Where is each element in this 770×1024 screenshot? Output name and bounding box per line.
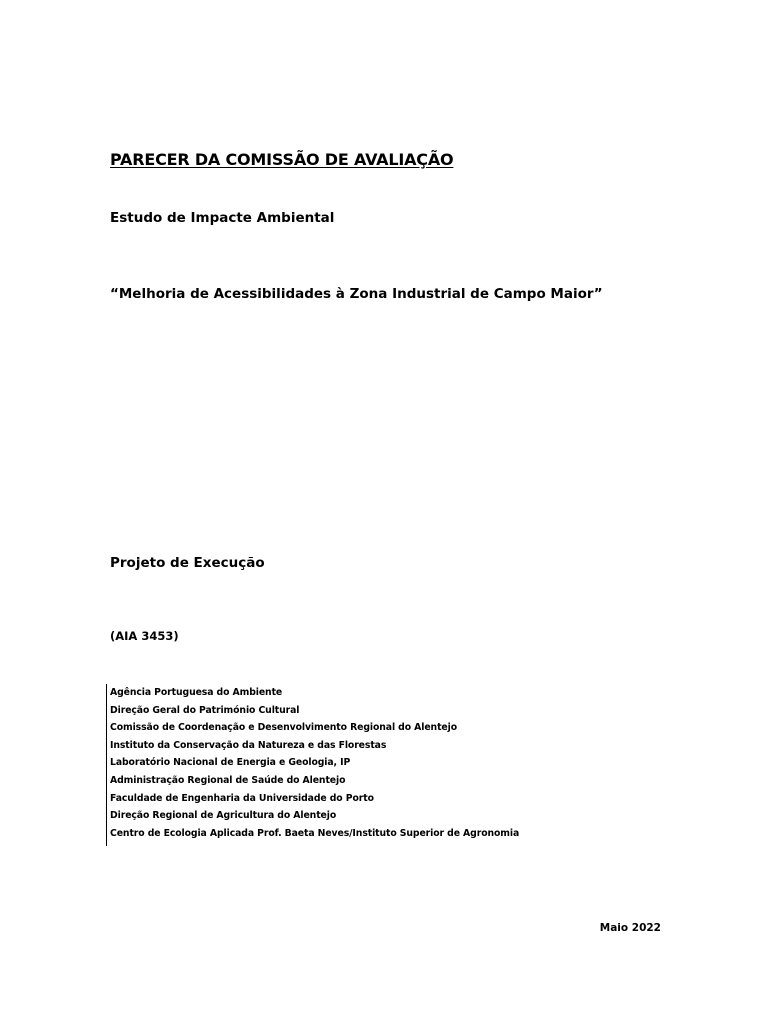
entity-item: Agência Portuguesa do Ambiente bbox=[110, 687, 283, 698]
entity-item: Faculdade de Engenharia da Universidade do Porto bbox=[110, 792, 374, 804]
entity-item: Laboratório Nacional de Energia e Geologia, IP bbox=[110, 757, 351, 769]
entity-item: Comissão de Coordenação e Desenvolvimento Regional do Alentejo bbox=[110, 722, 457, 734]
entity-item: Administração Regional de Saúde do Alentejo bbox=[110, 774, 346, 786]
document-date: Maio 2022 bbox=[599, 922, 661, 934]
aia-reference: (AIA 3453) bbox=[110, 629, 179, 643]
project-name: “Melhoria de Acessibilidades à Zona Industrial de Campo Maior” bbox=[110, 286, 603, 302]
document-title: PARECER DA COMISSÃO DE AVALIAÇÃO bbox=[110, 150, 454, 169]
entity-item: Direção Geral do Património Cultural bbox=[110, 704, 300, 716]
document-subtitle: Estudo de Impacte Ambiental bbox=[110, 210, 335, 226]
project-phase: Projeto de Execução bbox=[110, 555, 265, 571]
entity-item: Centro de Ecologia Aplicada Prof. Baeta Neves/Instituto Superior de Agronomia bbox=[110, 827, 520, 839]
entity-item: Instituto da Conservação da Natureza e das Florestas bbox=[110, 739, 387, 751]
commission-entities-list bbox=[106, 684, 519, 846]
entity-item: Direção Regional de Agricultura do Alentejo bbox=[110, 810, 337, 822]
